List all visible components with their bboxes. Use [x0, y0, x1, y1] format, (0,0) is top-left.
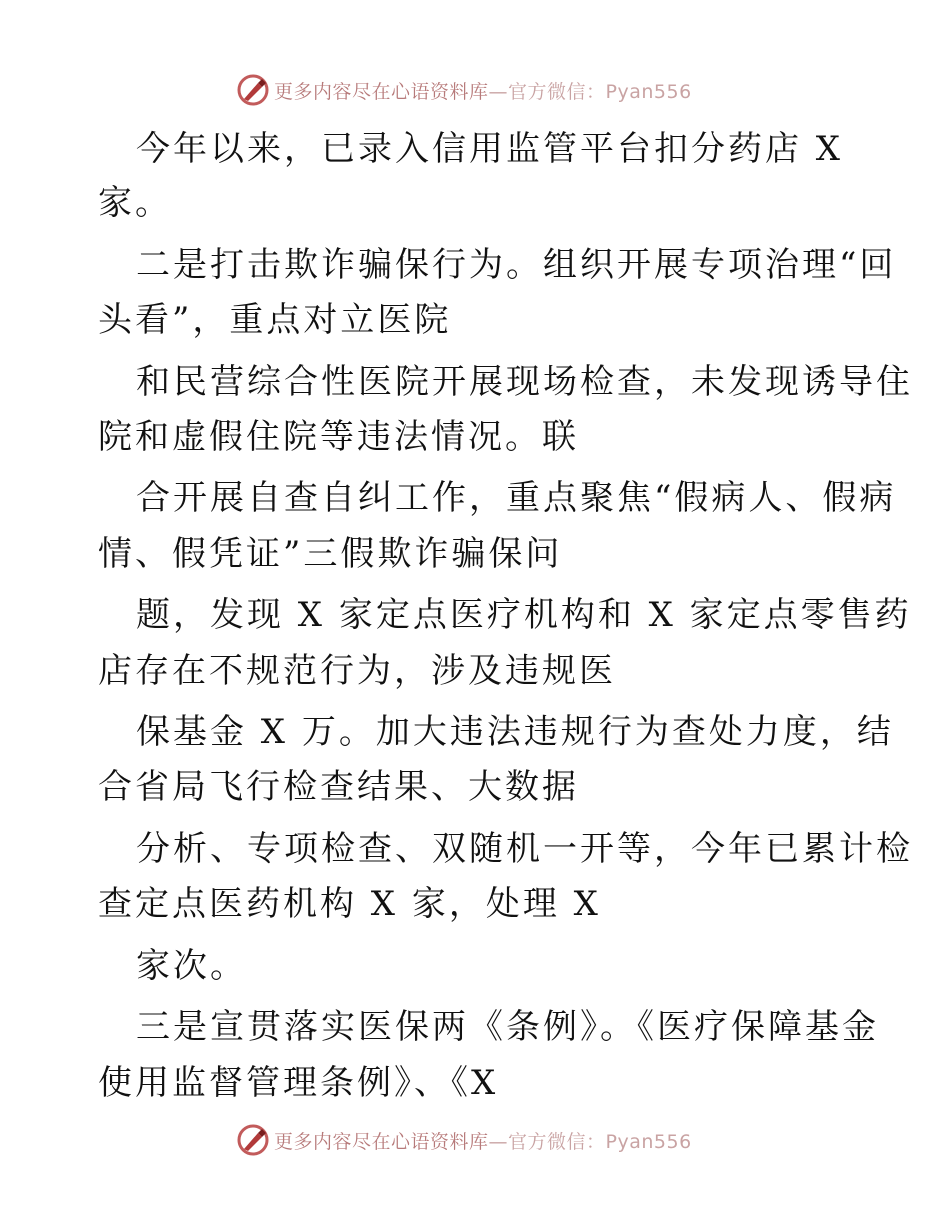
- text-line: 和民营综合性医院开展现场检查，未发现诱导住: [136, 362, 913, 402]
- text-line: 院和虚假住院等违法情况。联: [98, 417, 579, 457]
- pen-logo-icon: [236, 73, 270, 107]
- text-line: 家。: [98, 183, 172, 223]
- text-line: 合开展自查自纠工作，重点聚焦“假病人、假病: [136, 478, 897, 518]
- text-line: 查定点医药机构 X 家，处理 X: [98, 884, 601, 924]
- header-banner-wechat: 官方微信：Pyan556: [508, 80, 692, 103]
- text-line: 情、假凭证”三假欺诈骗保问: [98, 534, 563, 574]
- footer-banner-main: 更多内容尽在心语资料库: [274, 1130, 489, 1153]
- footer-banner-text: [274, 1127, 692, 1154]
- text-line: 店存在不规范行为，涉及违规医: [98, 651, 616, 691]
- text-line: 题，发现 X 家定点医疗机构和 X 家定点零售药: [136, 595, 912, 635]
- text-line: 二是打击欺诈骗保行为。组织开展专项治理“回: [136, 245, 897, 285]
- text-line: 使用监督管理条例》、《X: [98, 1063, 499, 1103]
- pen-logo-icon: [236, 1123, 270, 1157]
- header-banner-dash: —: [488, 80, 509, 103]
- header-watermark-banner: [236, 70, 736, 110]
- text-line: 保基金 X 万。加大违法违规行为查处力度，结: [136, 712, 894, 752]
- text-line: 今年以来，已录入信用监管平台扣分药店 X: [136, 129, 844, 169]
- footer-watermark-banner: [236, 1120, 736, 1160]
- text-line: 三是宣贯落实医保两《条例》。《医疗保障基金: [136, 1007, 879, 1047]
- footer-banner-dash: —: [488, 1130, 509, 1153]
- text-line: 合省局飞行检查结果、大数据: [98, 767, 579, 807]
- text-line: 家次。: [136, 946, 247, 986]
- header-banner-main: 更多内容尽在心语资料库: [274, 80, 489, 103]
- header-banner-text: [274, 77, 692, 104]
- footer-banner-wechat: 官方微信：Pyan556: [508, 1130, 692, 1153]
- text-line: 头看”，重点对立医院: [98, 300, 452, 340]
- text-line: 分析、专项检查、双随机一开等，今年已累计检: [136, 829, 913, 869]
